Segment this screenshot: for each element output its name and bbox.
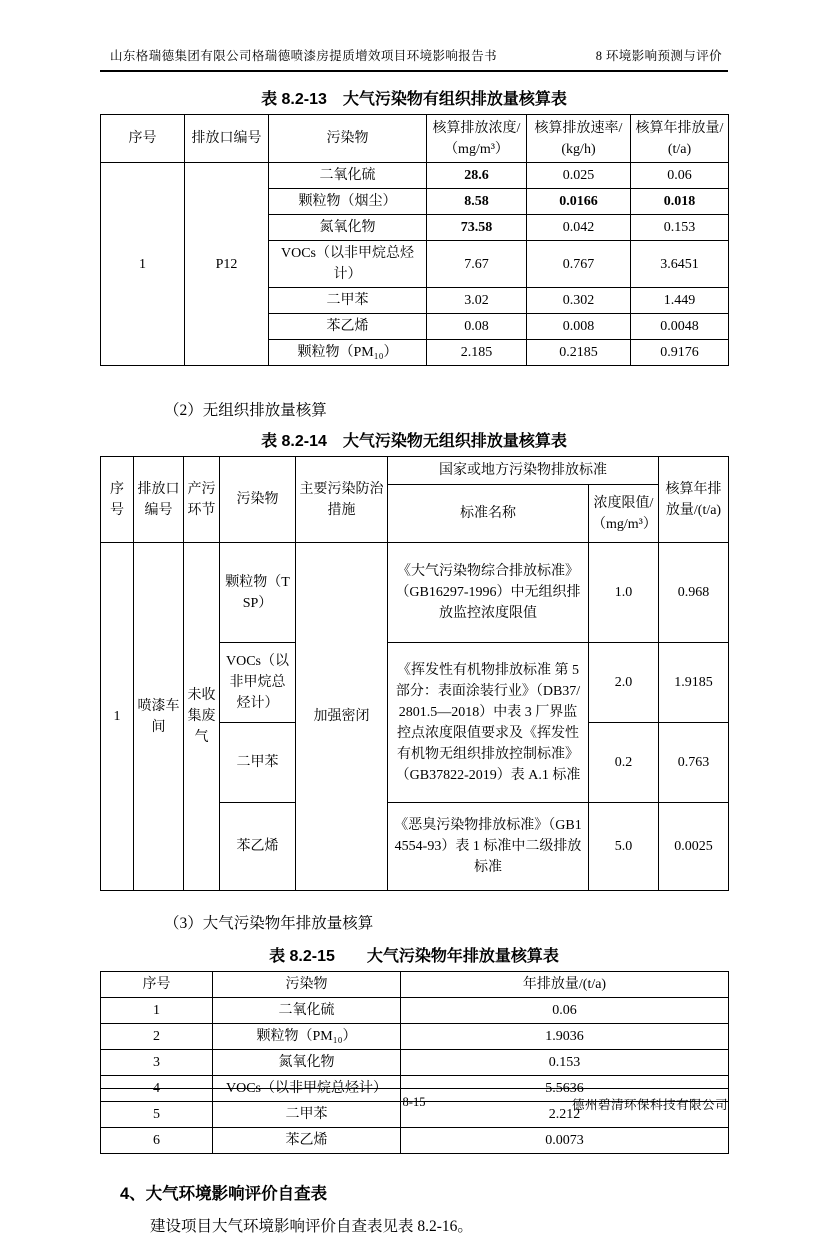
table-row — [101, 1128, 729, 1154]
pollutant-cell: 颗粒物（PM₁₀） — [269, 340, 427, 366]
serial-cell: 4 — [101, 1076, 213, 1102]
column-header: 序号 — [101, 115, 185, 163]
page-footer — [100, 1088, 728, 1113]
pollutant-cell: VOCs（以非甲烷总烃计） — [220, 643, 296, 723]
year-cell: 1.449 — [631, 288, 729, 314]
pollutant-cell: 颗粒物（PM₁₀） — [213, 1024, 401, 1050]
outlet-cell: P12 — [185, 163, 269, 366]
column-header: 污染物 — [269, 115, 427, 163]
rate-cell: 0.042 — [527, 215, 631, 241]
pollutant-cell: 苯乙烯 — [220, 803, 296, 891]
section-2-heading: （2）无组织排放量核算 — [164, 402, 327, 419]
serial-cell: 3 — [101, 1050, 213, 1076]
footer-company-name: 德州碧清环保科技有限公司 — [571, 1098, 728, 1112]
annual-cell: 1.9185 — [659, 643, 729, 723]
page-number: 8-15 — [402, 1095, 426, 1109]
serial-cell: 1 — [101, 998, 213, 1024]
column-header: 主要污染防治措施 — [296, 457, 388, 543]
column-header: 污染物 — [213, 972, 401, 998]
year-cell: 0.018 — [631, 189, 729, 215]
column-header: 排放口编号 — [134, 457, 184, 543]
column-header: 年排放量/(t/a) — [401, 972, 729, 998]
year-cell: 0.9176 — [631, 340, 729, 366]
conc-cell: 2.185 — [427, 340, 527, 366]
pollutant-cell: 二氧化硫 — [213, 998, 401, 1024]
conc-cell: 3.02 — [427, 288, 527, 314]
year-cell: 0.06 — [631, 163, 729, 189]
pollutant-cell: 氮氧化物 — [269, 215, 427, 241]
column-header-group: 国家或地方污染物排放标准 — [388, 457, 659, 485]
column-header: 污染物 — [220, 457, 296, 543]
conc-cell: 28.6 — [427, 163, 527, 189]
pollutant-cell: 氮氧化物 — [213, 1050, 401, 1076]
limit-cell: 1.0 — [589, 543, 659, 643]
section-4-heading: 4、大气环境影响评价自查表 — [120, 1185, 328, 1203]
column-header: 核算排放速率/(kg/h) — [527, 115, 631, 163]
annual-cell: 0.763 — [659, 723, 729, 803]
column-header: 标准名称 — [388, 485, 589, 543]
year-cell: 0.153 — [631, 215, 729, 241]
table-row — [101, 543, 729, 643]
table-row — [101, 163, 729, 189]
process-cell: 未收集废气 — [184, 543, 220, 891]
column-header: 序号 — [101, 972, 213, 998]
column-header: 核算年排放量/(t/a) — [631, 115, 729, 163]
standard-cell: 《大气污染物综合排放标准》（GB16297-1996）中无组织排放监控浓度限值 — [388, 543, 589, 643]
pollutant-cell: 苯乙烯 — [213, 1128, 401, 1154]
column-header: 产污环节 — [184, 457, 220, 543]
section-3-heading: （3）大气污染物年排放量核算 — [164, 915, 374, 932]
standard-cell: 《恶臭污染物排放标准》（GB14554-93）表 1 标准中二级排放标准 — [388, 803, 589, 891]
table-8-2-15-header-row — [101, 972, 729, 998]
pollutant-cell: VOCs（以非甲烷总烃计） — [213, 1076, 401, 1102]
standard-cell: 《挥发性有机物排放标准 第 5 部分：表面涂装行业》（DB37/2801.5—2018）中表 3 厂界监控点浓度限值要求及《挥发性有机物无组织排放控制标准》（GB37822-2019）表 A.1 标准 — [388, 643, 589, 803]
annual-cell: 1.9036 — [401, 1024, 729, 1050]
year-cell: 0.0048 — [631, 314, 729, 340]
pollutant-cell: 二甲苯 — [220, 723, 296, 803]
section-4-paragraph: 建设项目大气环境影响评价自查表见表 8.2-16。 — [150, 1218, 473, 1235]
pollutant-cell: 二甲苯 — [213, 1102, 401, 1128]
annual-cell: 0.06 — [401, 998, 729, 1024]
pollutant-cell: 二甲苯 — [269, 288, 427, 314]
conc-cell: 8.58 — [427, 189, 527, 215]
column-header: 核算年排放量/(t/a) — [659, 457, 729, 543]
page-header — [100, 46, 728, 72]
table-8-2-15-title: 表 8.2-15 大气污染物年排放量核算表 — [269, 948, 559, 965]
annual-cell: 0.0073 — [401, 1128, 729, 1154]
annual-cell: 5.5636 — [401, 1076, 729, 1102]
column-header: 序号 — [101, 457, 134, 543]
header-report-title: 山东格瑞德集团有限公司格瑞德喷漆房提质增效项目环境影响报告书 — [110, 49, 498, 63]
limit-cell: 0.2 — [589, 723, 659, 803]
rate-cell: 0.008 — [527, 314, 631, 340]
conc-cell: 0.08 — [427, 314, 527, 340]
serial-cell: 1 — [101, 543, 134, 891]
pollutant-cell: 二氧化硫 — [269, 163, 427, 189]
table-row — [101, 1024, 729, 1050]
header-chapter-title: 8 环境影响预测与评价 — [595, 49, 722, 63]
table-8-2-14-header-row — [101, 457, 729, 485]
serial-cell: 2 — [101, 1024, 213, 1050]
column-header: 浓度限值/（mg/m³） — [589, 485, 659, 543]
measures-cell: 加强密闭 — [296, 543, 388, 891]
table-8-2-14-title: 表 8.2-14 大气污染物无组织排放量核算表 — [261, 433, 567, 450]
serial-cell: 6 — [101, 1128, 213, 1154]
table-row — [101, 998, 729, 1024]
rate-cell: 0.025 — [527, 163, 631, 189]
table-8-2-13 — [100, 114, 729, 366]
annual-cell: 0.153 — [401, 1050, 729, 1076]
rate-cell: 0.2185 — [527, 340, 631, 366]
column-header: 核算排放浓度/（mg/m³） — [427, 115, 527, 163]
pollutant-cell: 颗粒物（TSP） — [220, 543, 296, 643]
table-8-2-14 — [100, 456, 729, 891]
rate-cell: 0.0166 — [527, 189, 631, 215]
conc-cell: 7.67 — [427, 241, 527, 288]
conc-cell: 73.58 — [427, 215, 527, 241]
table-row — [101, 1050, 729, 1076]
pollutant-cell: VOCs（以非甲烷总烃计） — [269, 241, 427, 288]
rate-cell: 0.302 — [527, 288, 631, 314]
table-8-2-13-title: 表 8.2-13 大气污染物有组织排放量核算表 — [261, 91, 567, 108]
column-header: 排放口编号 — [185, 115, 269, 163]
table-8-2-15 — [100, 971, 729, 1154]
annual-cell: 0.968 — [659, 543, 729, 643]
limit-cell: 2.0 — [589, 643, 659, 723]
annual-cell: 0.0025 — [659, 803, 729, 891]
pollutant-cell: 苯乙烯 — [269, 314, 427, 340]
rate-cell: 0.767 — [527, 241, 631, 288]
serial-cell: 5 — [101, 1102, 213, 1128]
table-8-2-13-header-row — [101, 115, 729, 163]
outlet-cell: 喷漆车间 — [134, 543, 184, 891]
pollutant-cell: 颗粒物（烟尘） — [269, 189, 427, 215]
serial-cell: 1 — [101, 163, 185, 366]
annual-cell: 2.212 — [401, 1102, 729, 1128]
year-cell: 3.6451 — [631, 241, 729, 288]
limit-cell: 5.0 — [589, 803, 659, 891]
